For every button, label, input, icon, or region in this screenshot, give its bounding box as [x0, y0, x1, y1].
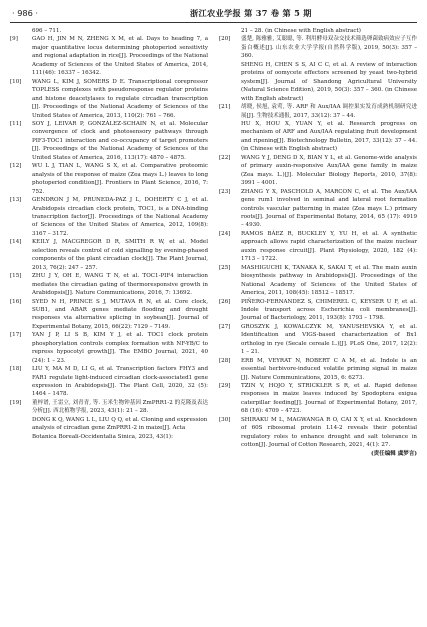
reference-number: [21] [219, 104, 231, 111]
reference-number: [23] [219, 188, 231, 195]
reference-number: [25] [219, 264, 231, 271]
reference-text: YAN J P, LI S B, KIM Y J, et al. TOC1 clock protein phosphorylation controls complex formation with NF-YB/C to repress hypocotyl growth[J]. The EMBO Journal, 2021, 40 (24): 1 – 23. [32, 332, 208, 364]
reference-number: [20] [219, 36, 231, 43]
reference-text: SHENG H, CHEN S S, AI C C, et al. A review of interaction proteins of oomycete effectors screened by yeast two-hybrid system[J]. Journal of Shandong Agricultural University (Natural Science Edition), 2019, 50(3): 357 – 360. (in Chinese with English abstract) [241, 61, 417, 102]
reference-item [219, 230, 417, 264]
reference-number: [24] [219, 230, 231, 237]
reference-number: [17] [10, 332, 22, 339]
reference-number: [28] [219, 357, 231, 364]
journal-title: 浙江农业学报 第 37 卷 第 5 期 [190, 8, 312, 18]
reference-number: [22] [219, 154, 231, 161]
right-column [219, 27, 417, 458]
reference-number: [10] [10, 78, 22, 85]
reference-text: ZHU J Y, OH E, WANG T N, et al. TOC1-PIF4 interaction mediates the circadian gating of thermoresponsive growth in Arabidopsis[J]. Nature Communications, 2016, 7: 13692. [32, 273, 208, 297]
reference-number: [16] [10, 298, 22, 305]
left-column [10, 27, 208, 458]
reference-item [219, 382, 417, 416]
reference-item [10, 399, 208, 416]
reference-number: [19] [10, 399, 22, 406]
reference-text: LIU Y, MA M D, LI G, et al. Transcription factors FHY3 and FAR1 regulate light-induced circadian clock-associated1 gene expression in Arabidopsis[J]. The Plant Cell, 2020, 32 (5): 1464 – 1478. [32, 366, 208, 398]
reference-text: WANG Y J, DENG D X, BIAN Y L, et al. Genome-wide analysis of primary auxin-responsive Aux/IAA gene family in maize (Zea mays. L.)[J]. Molecular Biology Reports, 2010, 37(8): 3991 – 4001. [241, 154, 417, 187]
reference-text: ZHANG Y X, PASCHOLD A, MARCON C, et al. The Aux/IAA gene rum1 involved in seminal and lateral root formation controls vascular patterning in maize (Zea mays L.) primary roots[J]. Journal of Experimental Botany, 2014, 65 (17): 4919 – 4930. [241, 188, 417, 229]
continuation-line: 696 – 711. [32, 28, 62, 34]
reference-item [219, 323, 417, 357]
reference-text: MASHIGUCHI K, TANAKA K, SAKAI T, et al. The main auxin biosynthesis pathway in Arabidopsis[J]. Proceedings of the National Academy of Sciences of the United States of America, 2011, 108(45): 18512 – 18517. [241, 264, 417, 297]
reference-item [10, 78, 208, 120]
reference-text: TZIN V, HOJO Y, STRICKLER S R, et al. Rapid defense responses in maize leaves induced by Spodoptera exigua caterpillar feeding[J]. Journal of Experimental Botany, 2017, 68 (16): 4709 – 4723. [241, 383, 417, 415]
reference-text: SYED N H, PRINCE S J, MUTAVA R N, et al. Core clock, SUB1, and ABAR genes mediate flooding and drought responses via alternative splicing in soybean[J]. Journal of Experimental Botany, 2015, 66(22): 7129 – 7149. [32, 298, 208, 330]
reference-text: 胡晓, 侯旭, 袁莺, 等. ARF 和 Aux/IAA 调控果实发育成熟机制研究进展[J]. 生物技术通报, 2017, 33(12): 37 – 44. [241, 104, 417, 119]
reference-number: [27] [219, 323, 231, 330]
reference-item [10, 35, 208, 77]
reference-number: [26] [219, 298, 231, 305]
reference-item [10, 162, 208, 196]
reference-item [219, 154, 417, 188]
reference-item [219, 416, 417, 450]
reference-columns [10, 27, 417, 458]
reference-text: KEILY J, MACGREGOR D R, SMITH R W, et al. Model selection reveals control of cold signalling by evening-phased components of the plant circadian clock[J]. The Plant Journal, 2013, 76(2): 247 – 257. [32, 239, 208, 271]
reference-item [219, 357, 417, 382]
reference-text: HU X, HOU X, YUAN Y, et al. Research progress on mechanism of ARF and Aux/IAA regulating fruit development and ripening[J]. Biotechnology Bulletin, 2017, 33(12): 37 – 44. (in Chinese with English abstract) [241, 120, 417, 153]
reference-item [10, 298, 208, 332]
reference-item [10, 238, 208, 272]
reference-item [219, 35, 417, 60]
reference-item [10, 196, 208, 238]
reference-text: WANG L, KIM J, SOMERS D E. Transcriptional corepressor TOPLESS complexes with pseudoresponse regulator proteins and histone deacetylases to regulate circadian transcription [J]. Proceedings of the National Academy of Sciences of the United States of America, 2013, 110(2): 761 – 766. [32, 78, 208, 119]
reference-item [219, 264, 417, 298]
reference-text: WU L J, TIAN L, WANG S X, et al. Comparative proteomic analysis of the response of maize (Zea mays L.) leaves to long photoperiod condition[J]. Frontiers in Plant Science, 2016, 7: 752. [32, 163, 208, 195]
reference-list-left [10, 35, 208, 415]
reference-item [219, 298, 417, 323]
reference-item [219, 120, 417, 154]
reference-text: SHIRAKU M L, MAGWANGA R O, CAI X Y, et al. Knockdown of 60S ribosomal protein L14-2 reveals their potential regulatory roles to enhance drought and salt tolerance in cotton[J]. Journal of Cotton Research, 2021, 4(1): 27. [241, 416, 417, 449]
reference-item [10, 272, 208, 297]
page-number: · 986 · [12, 8, 39, 18]
reference-number: [29] [219, 383, 231, 390]
reference-19-english: DONG K Q, WANG L L, LIU Q Q, et al. Cloning and expression analysis of circadian gene ZmPRR1-2 in maize[J]. Acta Botanica Boreali-Occidentalia Sinica, 2023, 43(1): [32, 416, 208, 440]
reference-text: PIÑERO-FERNANDEZ S, CHIMEREL C, KEYSER U F, et al. Indole transport across Escherichia coli membranes[J]. Journal of Bacteriology, 2011, 193(8): 1793 – 1798. [241, 298, 417, 322]
reference-list-right [219, 35, 417, 449]
reference-text: 盛楚, 陈雅雅, 艾聪聪, 等. 利用酵母双杂交技术筛选卵菌致病效应子互作蛋白概述[J]. 山东农业大学学报(自然科学版), 2019, 50(3): 357 – 360. [241, 36, 417, 60]
reference-text: GROSZYK J, KOWALCZYK M, YANUSHEVSKA Y, et al. Identification and VIGS-based characterization of Bx1 ortholog in rye (Secale cereale L.)[J]. PLoS One, 2017, 12(2): 1 – 21. [241, 323, 417, 356]
reference-number: [12] [10, 163, 22, 170]
reference-item [219, 61, 417, 103]
reference-item [10, 120, 208, 162]
reference-text: GENDRON J M, PRUNEDA-PAZ J L, DOHERTY C J, et al. Arabidopsis circadian clock protein, TOC1, is a DNA-binding transcription factor[J]. Proceedings of the National Academy of Sciences of the United States of America, 2012, 109(8): 3167 – 3172. [32, 197, 208, 237]
reference-number: [14] [10, 239, 22, 246]
reference-text: ERB M, VEYRAT N, ROBERT C A M, et al. Indole is an essential herbivore-induced volatile priming signal in maize [J]. Nature Communications, 2015, 6: 6273. [241, 357, 417, 381]
reference-number [219, 120, 241, 154]
reference-text: GAO H, JIN M N, ZHENG X M, et al. Days to heading 7, a major quantitative locus determining photoperiod sensitivity and regional adaptation in rice[J]. Proceedings of the National Academy of Sciences of the United States of America, 2014, 111(46): 16337 – 16342. [32, 36, 208, 77]
header-rule [10, 22, 417, 23]
editor-note: (责任编辑 虞梦言) [370, 450, 417, 457]
reference-number: [18] [10, 366, 22, 373]
reference-text: SOY J, LEIVAR P, GONZÁLEZ-SCHAIN N, et al. Molecular convergence of clock and photosensory pathways through PIF3-TOC1 interaction and co-occupancy of target promoters [J]. Proceedings of the National Academy of Sciences of the United States of America, 2016, 113(17): 4870 – 4875. [32, 120, 208, 161]
reference-number: [13] [10, 197, 22, 204]
reference-number [219, 61, 241, 103]
reference-number: [15] [10, 273, 22, 280]
reference-text: 董梓谱, 王雷立, 刘青青, 等. 玉米生物钟基因 ZmPRR1-2 的克隆及表达分析[J]. 西北植物学报, 2023, 43(1): 21 – 28. [32, 399, 208, 415]
page-header [10, 6, 417, 22]
continuation-line: 21 – 28. (in Chinese with English abstract) [241, 28, 361, 34]
reference-text: RAMOS BÁEZ R, BUCKLEY Y, YU H, et al. A synthetic approach allows rapid characterization of the maize nuclear auxin response circuit[J]. Plant Physiology, 2020, 182 (4): 1713 – 1722. [241, 230, 417, 263]
reference-item [219, 103, 417, 120]
reference-number: [9] [10, 36, 18, 43]
reference-item [10, 365, 208, 399]
reference-number: [30] [219, 416, 231, 423]
reference-item [10, 331, 208, 365]
reference-number: [11] [10, 120, 22, 127]
reference-item [219, 188, 417, 230]
